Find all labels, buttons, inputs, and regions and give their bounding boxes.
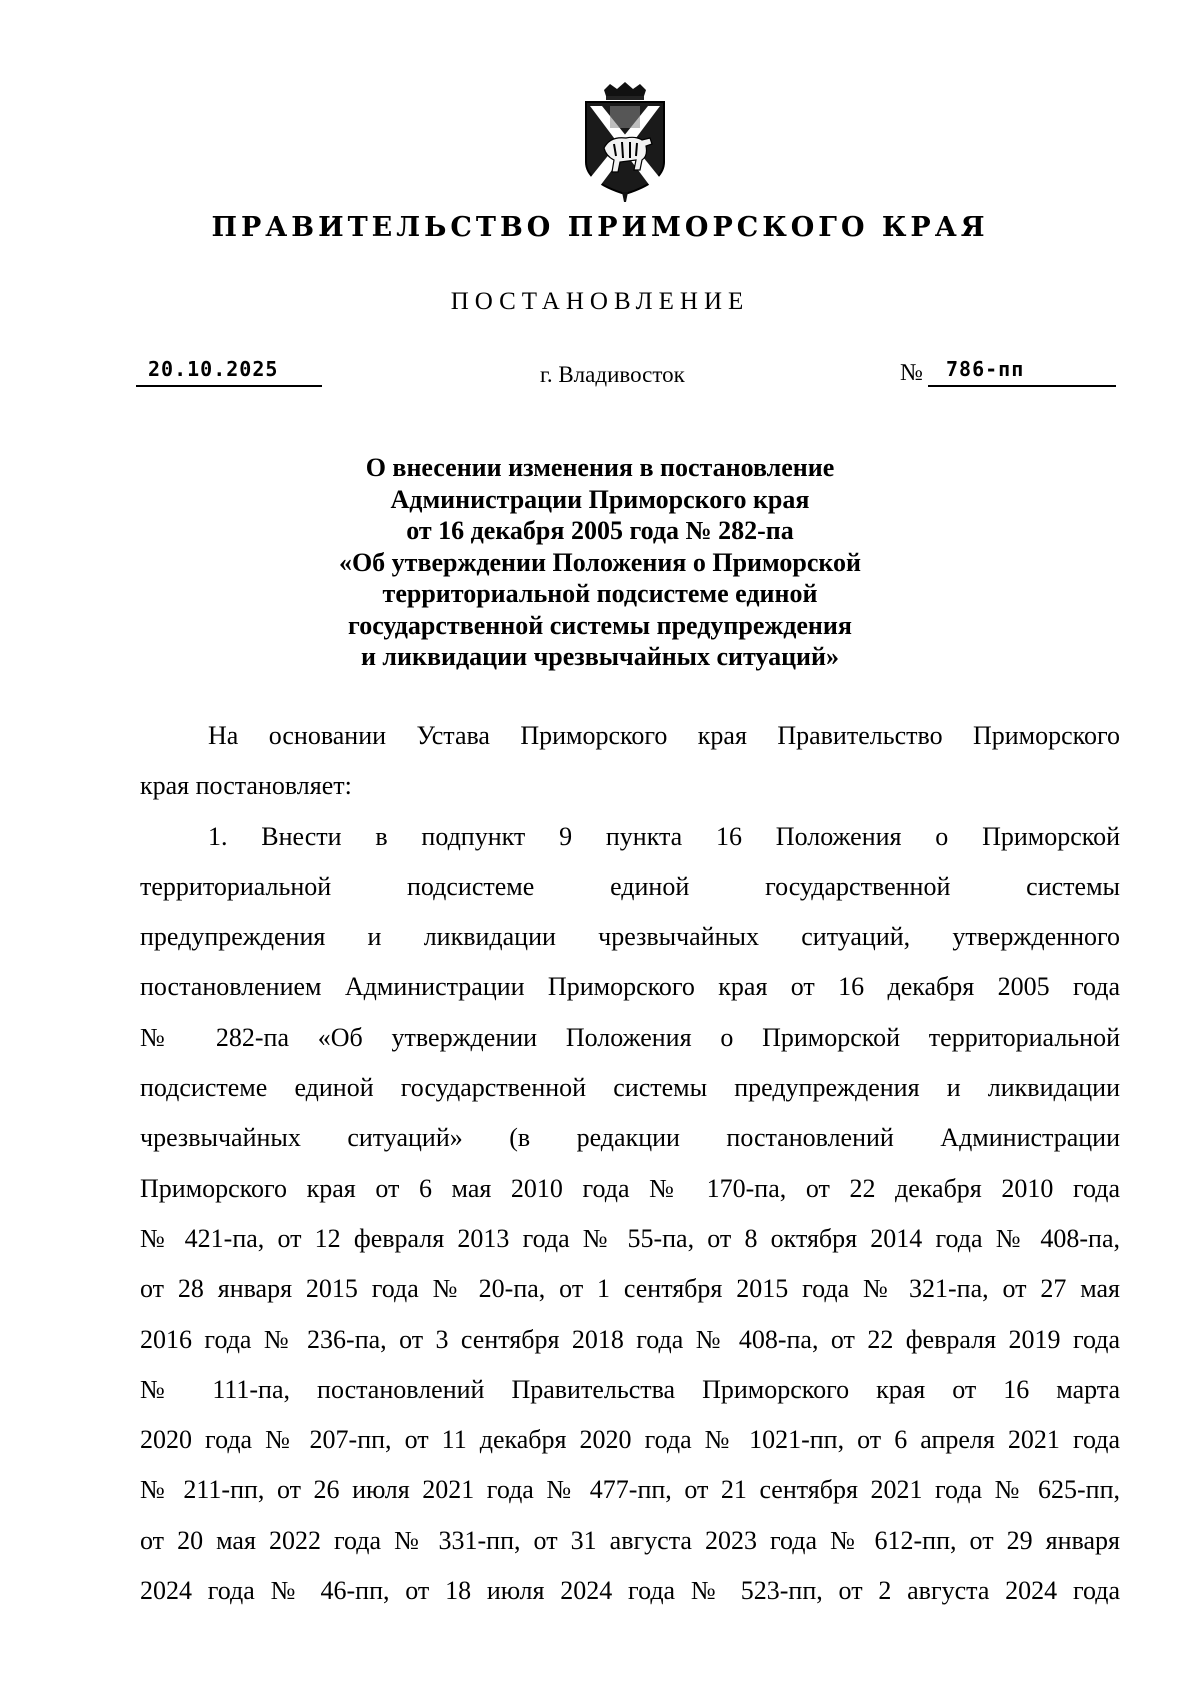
heading-line: государственной системы предупреждения [348, 610, 852, 640]
body-line: № 282-па «Об утверждении Положения о Приморской территориальной [140, 1022, 1120, 1052]
body-line: 1. Внести в подпункт 9 пункта 16 Положения о Приморской [208, 821, 1120, 851]
coat-of-arms-icon [570, 82, 680, 202]
document-number: 786-пп [928, 357, 1116, 387]
body-line: 2016 года № 236-па, от 3 сентября 2018 года № 408-па, от 22 февраля 2019 года [140, 1324, 1120, 1354]
heading-line: от 16 декабря 2005 года № 282-па [406, 516, 794, 545]
body-line: № 421-па, от 12 февраля 2013 года № 55-па, от 8 октября 2014 года № 408-па, [140, 1223, 1120, 1253]
body-line: постановлением Администрации Приморского края от 16 декабря 2005 года [140, 972, 1120, 1002]
document-body [140, 711, 1120, 1616]
body-line: подсистеме единой государственной системы предупреждения и ликвидации [140, 1073, 1120, 1103]
document-date: 20.10.2025 [136, 357, 322, 387]
body-line: от 20 мая 2022 года № 331-пп, от 31 августа 2023 года № 612-пп, от 29 января [140, 1525, 1120, 1555]
heading-line: О внесении изменения в постановление [365, 453, 835, 482]
body-line: № 211-пп, от 26 июля 2021 года № 477-пп, от 21 сентября 2021 года № 625-пп, [140, 1475, 1120, 1505]
body-line: территориальной подсистеме единой государственной системы [140, 871, 1120, 901]
number-sign: № [900, 360, 923, 386]
document-city: г. Владивосток [540, 362, 685, 387]
body-line: № 111-па, постановлений Правительства Приморского края от 16 марта [140, 1374, 1120, 1404]
body-line: Приморского края от 6 мая 2010 года № 170-па, от 22 декабря 2010 года [140, 1173, 1120, 1203]
body-line: предупреждения и ликвидации чрезвычайных ситуаций, утвержденного [140, 922, 1120, 952]
heading-line: «Об утверждении Положения о Приморской [338, 547, 862, 577]
organization-title: ПРАВИТЕЛЬСТВО ПРИМОРСКОГО КРАЯ [211, 212, 989, 243]
body-line: 2024 года № 46-пп, от 18 июля 2024 года № 523-пп, от 2 августа 2024 года [140, 1576, 1120, 1606]
body-line: На основании Устава Приморского края Правительство Приморского [208, 721, 1120, 750]
heading-line: Администрации Приморского края [390, 484, 810, 514]
document-heading [250, 452, 950, 673]
body-line: края постановляет: [140, 771, 352, 801]
heading-line: территориальной подсистеме единой [382, 579, 818, 608]
document-type: ПОСТАНОВЛЕНИЕ [450, 288, 750, 315]
body-line: от 28 января 2015 года № 20-па, от 1 сентября 2015 года № 321-па, от 27 мая [140, 1274, 1120, 1304]
heading-line: и ликвидации чрезвычайных ситуаций» [360, 642, 840, 671]
body-line: 2020 года № 207-пп, от 11 декабря 2020 года № 1021-пп, от 6 апреля 2021 года [140, 1425, 1120, 1455]
body-line: чрезвычайных ситуаций» (в редакции постановлений Администрации [140, 1123, 1120, 1153]
